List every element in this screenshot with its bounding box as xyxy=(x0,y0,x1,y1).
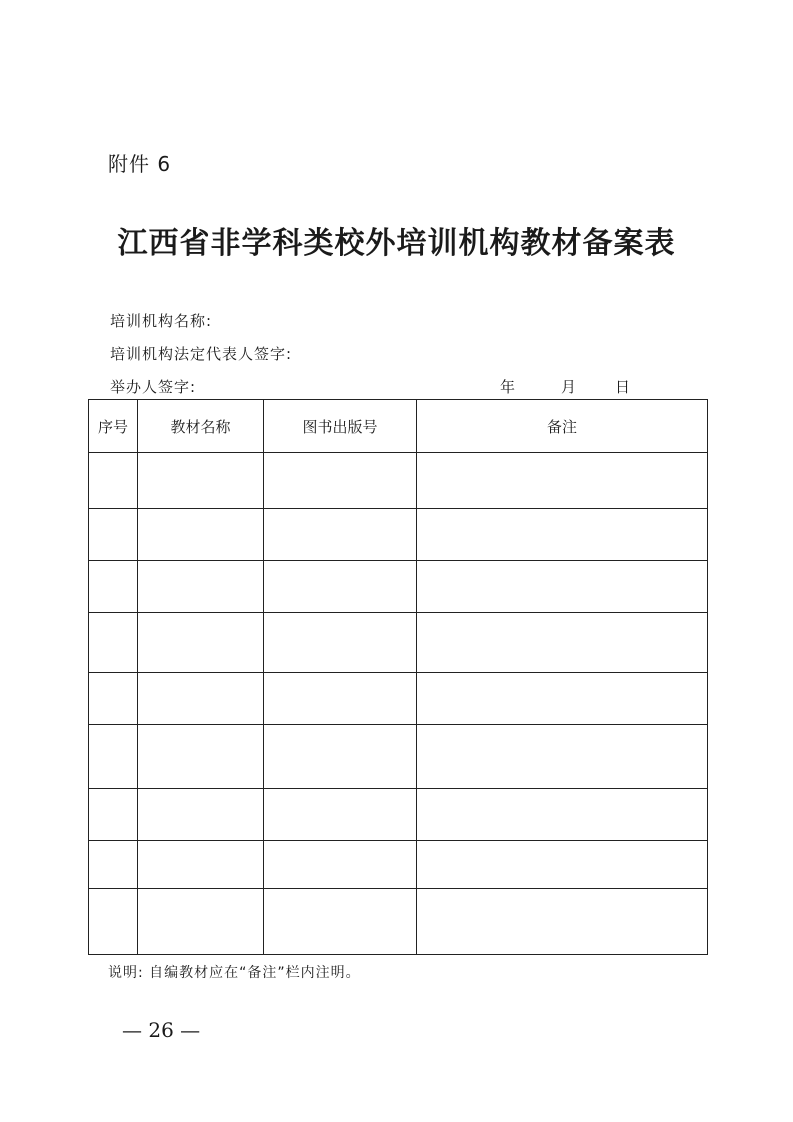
cell-serial-no[interactable] xyxy=(89,889,138,955)
page-number: — 26 — xyxy=(122,1018,201,1042)
header-book-publication-no: 图书出版号 xyxy=(264,400,417,453)
header-remarks: 备注 xyxy=(417,400,708,453)
cell-textbook-name[interactable] xyxy=(138,789,264,841)
table-row xyxy=(89,561,708,613)
header-serial-no: 序号 xyxy=(89,400,138,453)
cell-textbook-name[interactable] xyxy=(138,889,264,955)
cell-serial-no[interactable] xyxy=(89,789,138,841)
cell-remarks[interactable] xyxy=(417,561,708,613)
note-text: 说明: 自编教材应在“备注”栏内注明。 xyxy=(108,965,361,981)
cell-textbook-name[interactable] xyxy=(138,725,264,789)
table-row xyxy=(89,613,708,673)
org-name-label: 培训机构名称: xyxy=(110,312,213,330)
cell-remarks[interactable] xyxy=(417,673,708,725)
cell-serial-no[interactable] xyxy=(89,841,138,889)
cell-remarks[interactable] xyxy=(417,613,708,673)
cell-serial-no[interactable] xyxy=(89,673,138,725)
table-body xyxy=(89,453,708,955)
table-row xyxy=(89,673,708,725)
table-row xyxy=(89,841,708,889)
cell-book-publication-no[interactable] xyxy=(264,613,417,673)
cell-book-publication-no[interactable] xyxy=(264,453,417,509)
cell-textbook-name[interactable] xyxy=(138,453,264,509)
date-month-label: 月 xyxy=(561,378,577,396)
cell-serial-no[interactable] xyxy=(89,561,138,613)
cell-serial-no[interactable] xyxy=(89,509,138,561)
header-textbook-name: 教材名称 xyxy=(138,400,264,453)
cell-book-publication-no[interactable] xyxy=(264,561,417,613)
legal-rep-sign-label: 培训机构法定代表人签字: xyxy=(110,345,293,363)
cell-book-publication-no[interactable] xyxy=(264,725,417,789)
cell-book-publication-no[interactable] xyxy=(264,841,417,889)
date-day-label: 日 xyxy=(615,378,631,396)
cell-textbook-name[interactable] xyxy=(138,841,264,889)
cell-remarks[interactable] xyxy=(417,889,708,955)
attachment-label: 附件 6 xyxy=(108,152,172,176)
cell-textbook-name[interactable] xyxy=(138,613,264,673)
cell-book-publication-no[interactable] xyxy=(264,673,417,725)
cell-textbook-name[interactable] xyxy=(138,509,264,561)
table-row xyxy=(89,725,708,789)
cell-book-publication-no[interactable] xyxy=(264,789,417,841)
date-year-label: 年 xyxy=(500,378,516,396)
cell-textbook-name[interactable] xyxy=(138,561,264,613)
cell-remarks[interactable] xyxy=(417,509,708,561)
organizer-sign-label: 举办人签字: xyxy=(110,378,197,396)
table-row xyxy=(89,789,708,841)
cell-remarks[interactable] xyxy=(417,789,708,841)
cell-serial-no[interactable] xyxy=(89,613,138,673)
textbook-record-table xyxy=(88,399,708,955)
cell-serial-no[interactable] xyxy=(89,725,138,789)
table-row xyxy=(89,453,708,509)
cell-book-publication-no[interactable] xyxy=(264,509,417,561)
page-title: 江西省非学科类校外培训机构教材备案表 xyxy=(117,226,676,261)
cell-remarks[interactable] xyxy=(417,725,708,789)
table-row xyxy=(89,509,708,561)
cell-serial-no[interactable] xyxy=(89,453,138,509)
cell-textbook-name[interactable] xyxy=(138,673,264,725)
cell-remarks[interactable] xyxy=(417,841,708,889)
cell-remarks[interactable] xyxy=(417,453,708,509)
table-row xyxy=(89,889,708,955)
cell-book-publication-no[interactable] xyxy=(264,889,417,955)
table-header-row xyxy=(89,400,708,453)
